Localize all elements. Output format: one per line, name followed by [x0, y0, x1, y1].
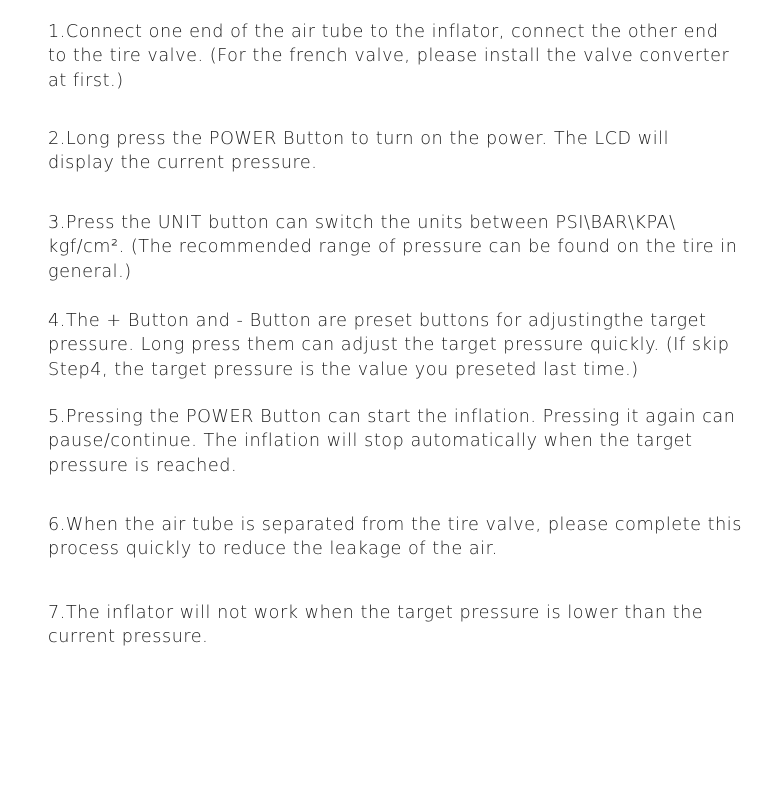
instruction-step-4: 4.The + Button and - Button are preset buttons for adjustingthe target pressure. Long press them can adjust the target pressure quickly. (If skip Step4, the target pressure is the value you preseted last time.): [48, 311, 730, 380]
instruction-step-5: 5.Pressing the POWER Button can start the inflation. Pressing it again can pause/continue. The inflation will stop automatically when the target pressure is reached.: [48, 407, 736, 476]
instruction-step-6: 6.When the air tube is separated from the tire valve, please complete this process quickly to reduce the leakage of the air.: [48, 515, 742, 560]
instruction-step-7: 7.The inflator will not work when the target pressure is lower than the current pressure.: [48, 603, 704, 648]
instruction-step-3: 3.Press the UNIT button can switch the units between PSI\BAR\KPA\ kgf/cm². (The recommended range of pressure can be found on the tire in general.): [48, 213, 738, 282]
instruction-step-2: 2.Long press the POWER Button to turn on the power. The LCD will display the current pressure.: [48, 129, 670, 174]
instruction-step-1: 1.Connect one end of the air tube to the inflator, connect the other end to the tire valve. (For the french valve, please install the valve converter at first.): [48, 22, 730, 91]
